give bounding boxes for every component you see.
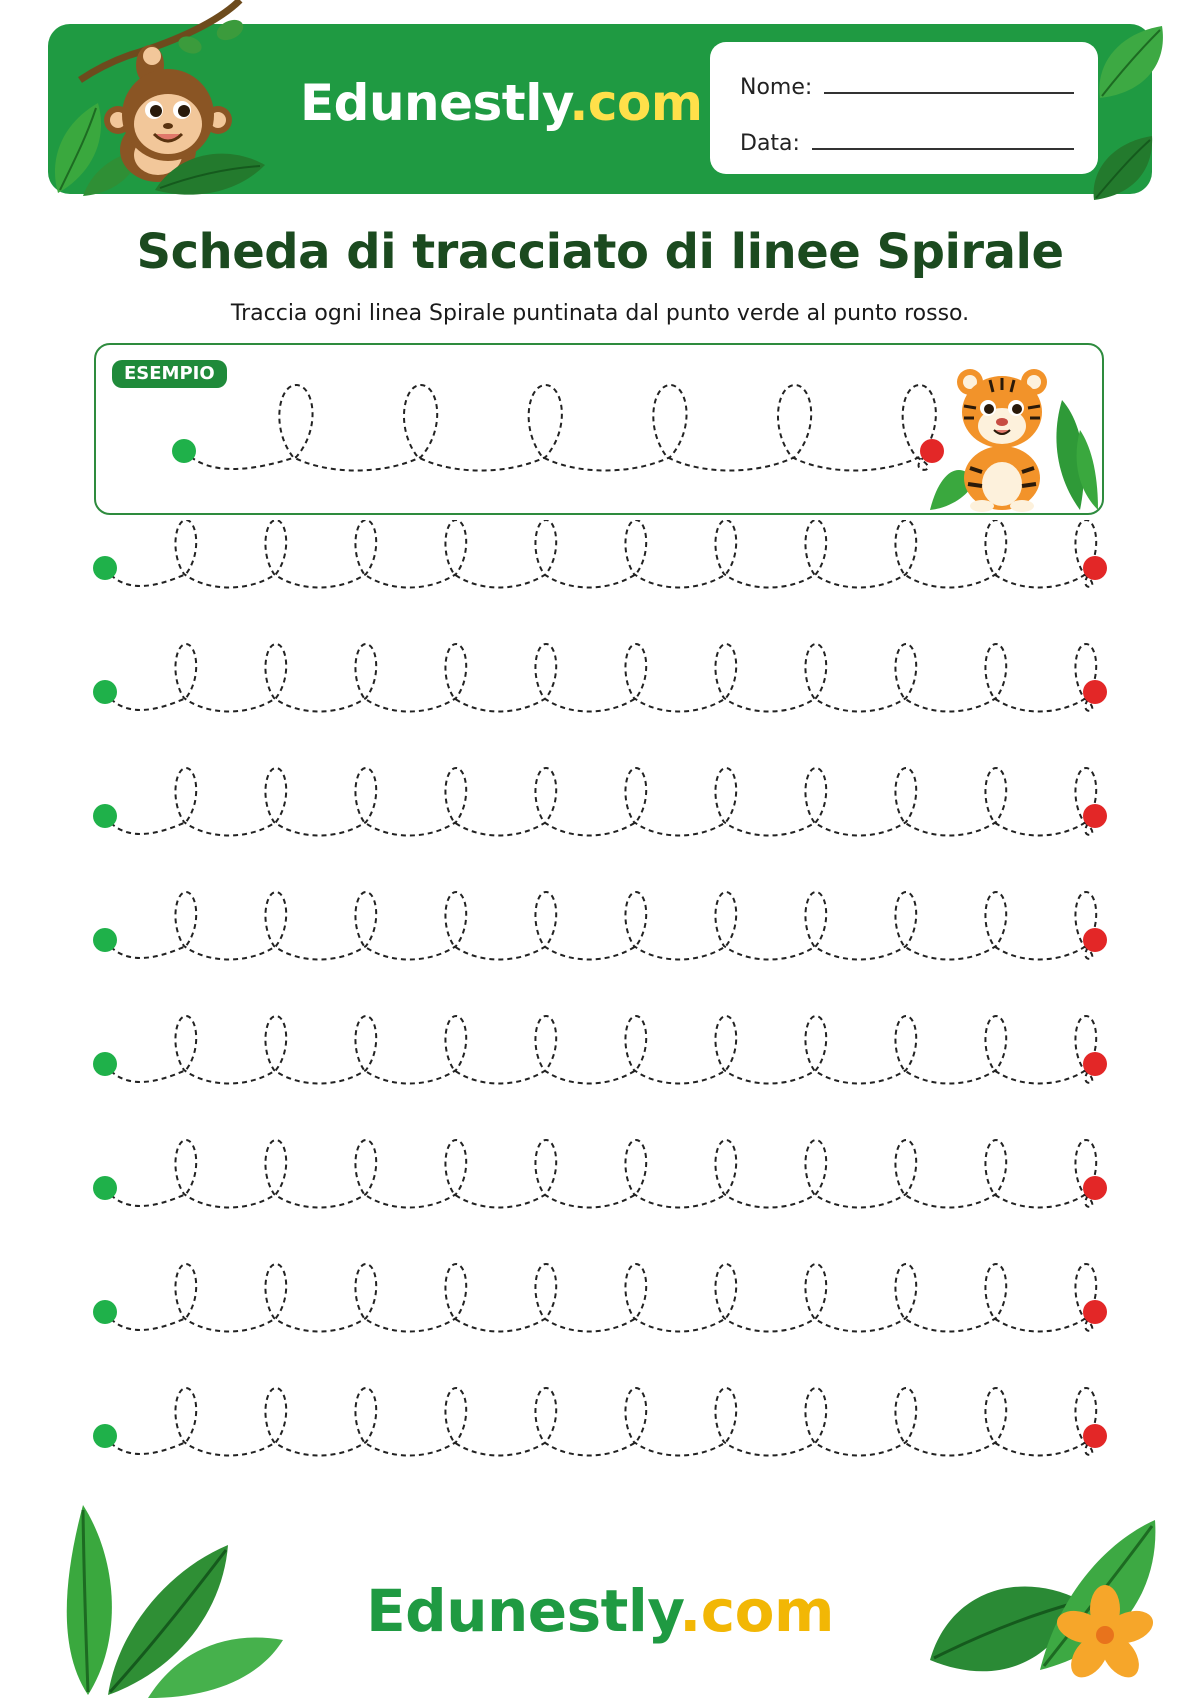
practice-spiral-row-8[interactable] [93, 1388, 1107, 1456]
end-dot [1083, 1300, 1107, 1324]
end-dot [1083, 1176, 1107, 1200]
brand-domain: .com [569, 74, 703, 132]
name-label: Nome: [740, 75, 813, 100]
start-dot [93, 1424, 117, 1448]
end-dot [1083, 680, 1107, 704]
start-dot [93, 1300, 117, 1324]
end-dot [1083, 1052, 1107, 1076]
start-dot [172, 439, 196, 463]
start-dot [93, 1052, 117, 1076]
practice-spiral-row-2[interactable] [93, 644, 1107, 712]
dotted-spiral-line[interactable] [105, 644, 1096, 712]
dotted-spiral-line[interactable] [184, 385, 936, 471]
end-dot [1083, 1424, 1107, 1448]
dotted-spiral-line[interactable] [105, 768, 1096, 836]
start-dot [93, 556, 117, 580]
dotted-spiral-line[interactable] [105, 892, 1096, 960]
brand-name: Edunestly [300, 74, 570, 132]
example-spiral-row[interactable] [172, 385, 944, 471]
practice-spiral-row-6[interactable] [93, 1140, 1107, 1208]
instructions: Traccia ogni linea Spirale puntinata dal punto verde al punto rosso. [230, 301, 970, 326]
footer-brand-name: Edunestly [366, 1577, 680, 1645]
jungle-leaf-icon [1090, 18, 1172, 108]
brand-logo [300, 74, 703, 132]
practice-spiral-row-7[interactable] [93, 1264, 1107, 1332]
jungle-leaf-icon [150, 140, 270, 200]
start-dot [93, 804, 117, 828]
name-line[interactable] [824, 92, 1074, 94]
date-label: Data: [740, 131, 800, 156]
dotted-spiral-line[interactable] [105, 1264, 1096, 1332]
date-line[interactable] [812, 148, 1074, 150]
jungle-leaf-icon [1088, 130, 1158, 205]
date-field[interactable] [740, 116, 1074, 156]
flower-icon [1050, 1580, 1160, 1690]
footer-brand-domain: .com [679, 1577, 834, 1645]
start-dot [93, 680, 117, 704]
dotted-spiral-line[interactable] [105, 1388, 1096, 1456]
example-badge: ESEMPIO [112, 360, 227, 388]
practice-rows[interactable] [0, 520, 1200, 1510]
dotted-spiral-line[interactable] [105, 1016, 1096, 1084]
dotted-spiral-line[interactable] [105, 1140, 1096, 1208]
practice-spiral-row-4[interactable] [93, 892, 1107, 960]
end-dot [1083, 556, 1107, 580]
tiger-illustration [930, 360, 1100, 512]
practice-spiral-row-5[interactable] [93, 1016, 1107, 1084]
end-dot [1083, 928, 1107, 952]
start-dot [93, 1176, 117, 1200]
practice-spiral-row-1[interactable] [93, 520, 1107, 588]
practice-spiral-row-3[interactable] [93, 768, 1107, 836]
start-dot [93, 928, 117, 952]
name-field[interactable] [740, 60, 1074, 100]
page-title: Scheda di tracciato di linee Spirale [136, 224, 1064, 280]
dotted-spiral-line[interactable] [105, 520, 1096, 588]
student-info-box [710, 42, 1098, 174]
end-dot [1083, 804, 1107, 828]
